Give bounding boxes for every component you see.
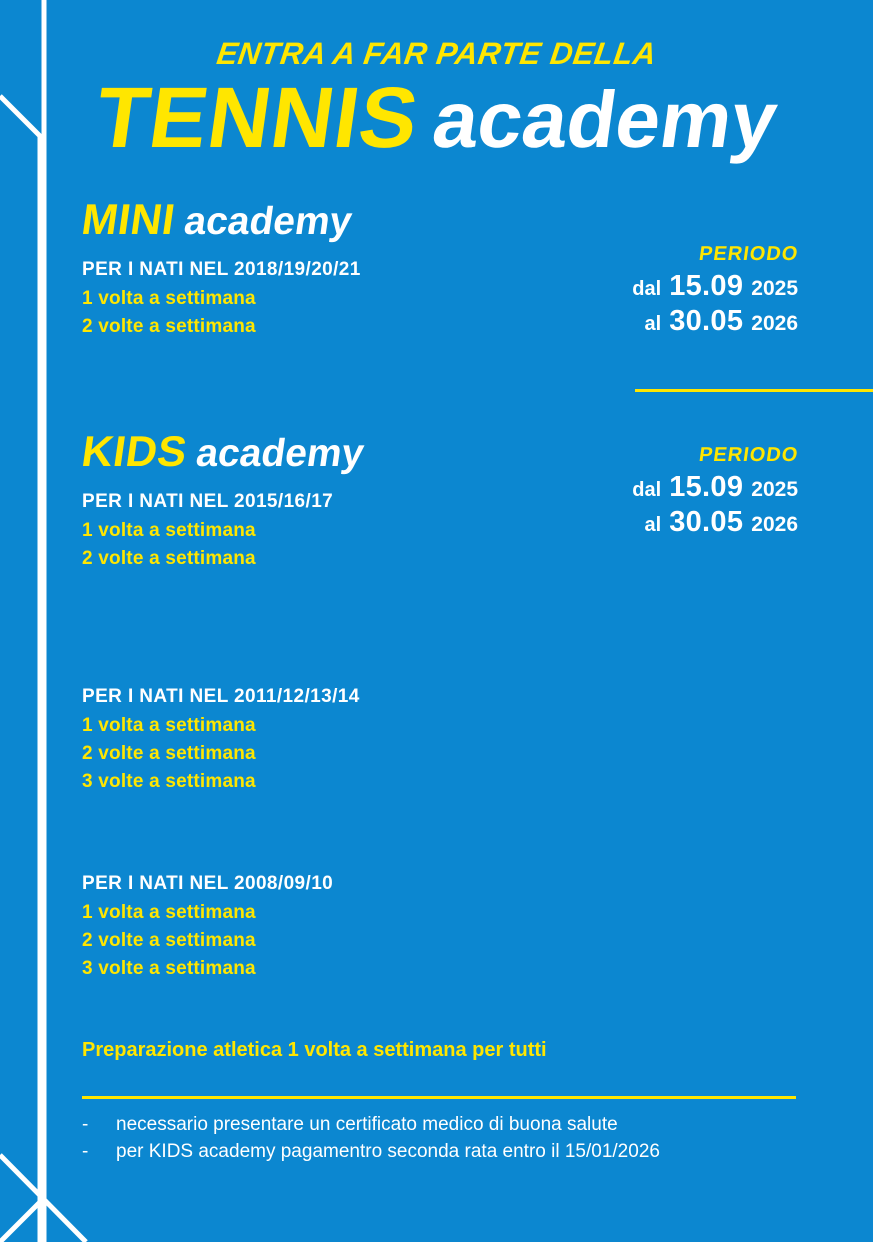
athletic-preparation-note: Preparazione atletica 1 volta a settimana per tutti — [82, 1039, 547, 1061]
periodo-to — [632, 506, 798, 539]
periodo-to-day: 30.05 — [669, 305, 744, 337]
program-kids-title — [79, 428, 368, 477]
periodo-from-day: 15.09 — [669, 471, 744, 503]
group-heading: PER I NATI NEL 2018/19/20/21 — [82, 259, 361, 280]
poster-header — [0, 36, 873, 166]
program-kids-group-2 — [82, 686, 360, 799]
footnote-dash: - — [82, 1141, 89, 1162]
group-option: 2 volte a settimana — [82, 930, 256, 951]
periodo-from-prep: dal — [632, 479, 662, 501]
periodo-from-year: 2025 — [751, 277, 798, 300]
footnote-text: per KIDS academy pagamentro seconda rata entro il 15/01/2026 — [116, 1141, 660, 1162]
group-option: 1 volta a settimana — [82, 520, 256, 541]
periodo-to-year: 2026 — [751, 312, 798, 335]
footnote-dash: - — [82, 1114, 89, 1135]
header-title-strong: TENNIS — [89, 70, 425, 166]
periodo-kids — [632, 444, 798, 541]
group-option: 2 volte a settimana — [82, 316, 256, 337]
header-title — [0, 70, 873, 166]
periodo-to-prep: al — [644, 313, 662, 335]
program-mini-title-light: academy — [181, 200, 355, 243]
footnote-item — [82, 1141, 812, 1163]
periodo-to-year: 2026 — [751, 513, 798, 536]
program-kids-title-light: academy — [193, 432, 367, 475]
periodo-from-year: 2025 — [751, 478, 798, 501]
periodo-to — [632, 305, 798, 338]
periodo-mini — [632, 243, 798, 340]
footer-divider — [82, 1096, 796, 1099]
group-option: 3 volte a settimana — [82, 771, 256, 792]
group-option: 3 volte a settimana — [82, 958, 256, 979]
group-option: 2 volte a settimana — [82, 548, 256, 569]
periodo-from-day: 15.09 — [669, 270, 744, 302]
periodo-from — [632, 270, 798, 303]
header-kicker: ENTRA A FAR PARTE DELLA — [214, 36, 659, 71]
group-option: 2 volte a settimana — [82, 743, 256, 764]
program-mini — [78, 196, 361, 344]
periodo-from-prep: dal — [632, 278, 662, 300]
footnote-item — [82, 1114, 812, 1136]
periodo-label: PERIODO — [697, 243, 800, 265]
group-option: 1 volta a settimana — [82, 715, 256, 736]
periodo-to-prep: al — [644, 514, 662, 536]
group-heading: PER I NATI NEL 2008/09/10 — [82, 873, 334, 894]
program-mini-group-1 — [82, 259, 361, 338]
section-divider — [635, 389, 873, 392]
program-kids-group-1 — [82, 491, 364, 570]
program-mini-title — [79, 196, 365, 245]
program-kids-group-3 — [82, 873, 333, 986]
group-heading: PER I NATI NEL 2011/12/13/14 — [82, 686, 360, 707]
program-kids-title-strong: KIDS — [78, 428, 191, 476]
group-option: 1 volta a settimana — [82, 902, 256, 923]
group-option: 1 volta a settimana — [82, 288, 256, 309]
program-mini-title-strong: MINI — [78, 196, 179, 244]
header-title-light: academy — [427, 75, 783, 164]
periodo-label: PERIODO — [697, 444, 800, 466]
periodo-from — [632, 471, 798, 504]
footnote-text: necessario presentare un certificato medico di buona salute — [116, 1114, 618, 1135]
program-kids — [78, 428, 367, 576]
periodo-to-day: 30.05 — [669, 506, 744, 538]
footnotes — [82, 1114, 812, 1168]
group-heading: PER I NATI NEL 2015/16/17 — [82, 491, 334, 512]
